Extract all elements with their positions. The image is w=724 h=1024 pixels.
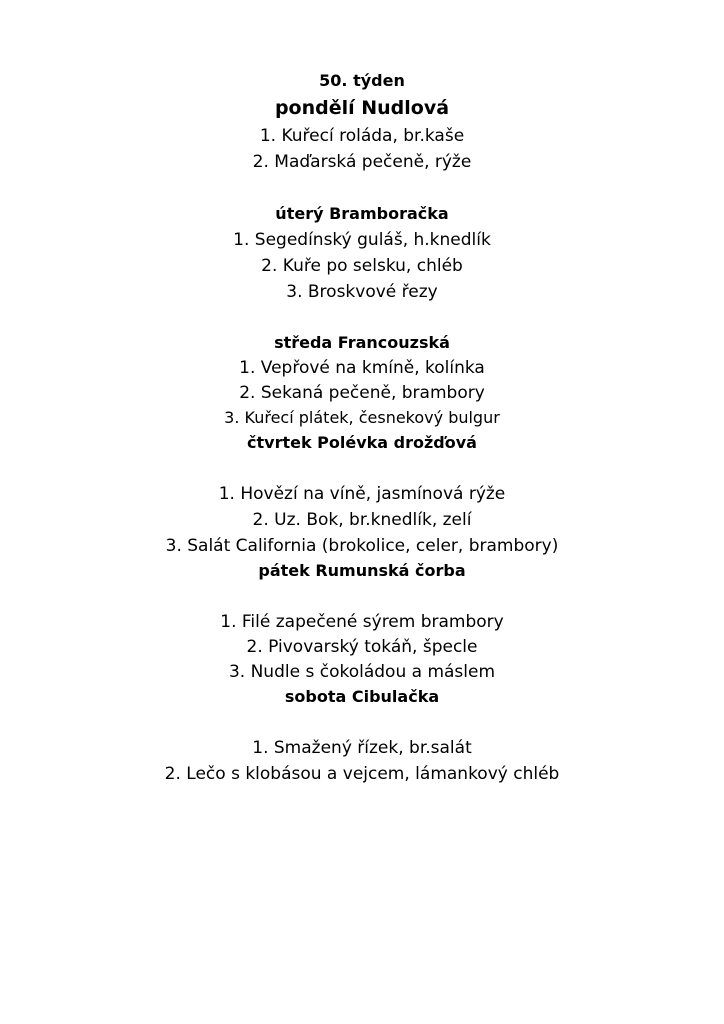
menu-item: 1. Filé zapečené sýrem brambory [220,612,504,632]
week-title: 50. týden [319,71,405,90]
day-heading-friday: pátek Rumunská čorba [258,561,466,580]
menu-item: 1. Kuřecí roláda, br.kaše [259,126,465,146]
menu-item: 2. Maďarská pečeně, rýže [252,152,472,172]
menu-item: 3. Kuřecí plátek, česnekový bulgur [224,408,500,427]
menu-item: 3. Broskvové řezy [286,282,438,302]
menu-item: 1. Vepřové na kmíně, kolínka [239,358,485,378]
menu-item: 3. Salát California (brokolice, celer, brambory) [165,536,559,556]
menu-item: 1. Segedínský guláš, h.knedlík [233,230,491,250]
menu-item: 2. Kuře po selsku, chléb [261,256,463,276]
day-heading-wednesday: středa Francouzská [274,333,450,352]
day-heading-tuesday: úterý Bramboračka [275,204,449,223]
day-heading-saturday: sobota Cibulačka [284,687,440,706]
menu-item: 2. Lečo s klobásou a vejcem, lámankový chléb [164,764,560,784]
menu-item: 2. Uz. Bok, br.knedlík, zelí [252,510,472,530]
day-heading-monday: pondělí Nudlová [274,97,450,119]
menu-item: 3. Nudle s čokoládou a máslem [228,662,496,682]
menu-item: 2. Sekaná pečeně, brambory [239,383,485,403]
menu-item: 1. Hovězí na víně, jasmínová rýže [218,484,506,504]
menu-item: 1. Smažený řízek, br.salát [252,738,472,758]
day-heading-thursday: čtvrtek Polévka drožďová [247,433,477,452]
menu-item: 2. Pivovarský tokáň, špecle [246,637,478,657]
